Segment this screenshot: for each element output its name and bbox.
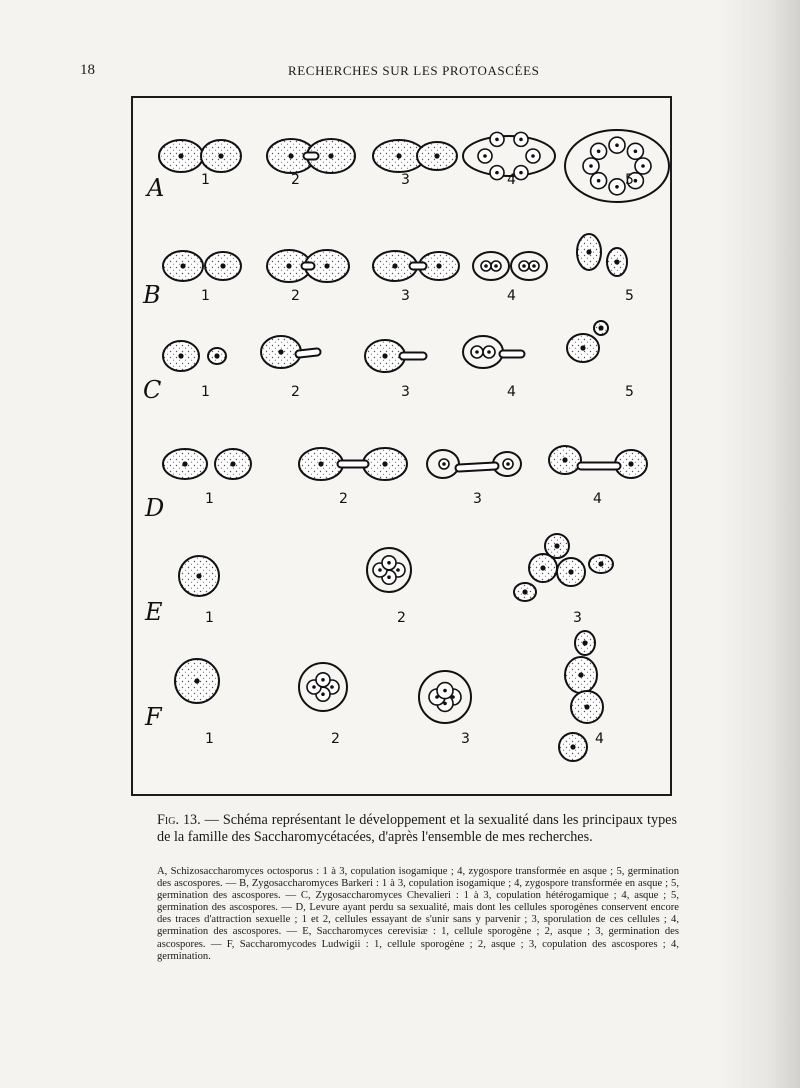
- cell-nucleus: [218, 153, 223, 158]
- figure-number: Fig. 13.: [157, 812, 201, 828]
- page-number: 18: [80, 62, 95, 78]
- row-letter-F: F: [145, 703, 162, 731]
- stage-number: 4: [507, 172, 516, 188]
- stage-number: 5: [625, 172, 634, 188]
- stage-number: 3: [401, 172, 410, 188]
- spore-nucleus: [615, 185, 619, 189]
- cell-nucleus: [278, 349, 283, 354]
- cell-nucleus: [396, 153, 401, 158]
- cell-drawings: [159, 130, 669, 761]
- spore-nucleus: [531, 154, 535, 158]
- stage-number: 3: [473, 491, 482, 507]
- stage-number: 1: [205, 491, 214, 507]
- stage-number: 2: [291, 172, 300, 188]
- row-letter-E: E: [145, 598, 163, 626]
- stage-number: 1: [205, 610, 214, 626]
- spore-nucleus: [634, 179, 638, 183]
- figure-legend: A, Schizosaccharomyces octosporus : 1 à 3, copulation isogamique ; 4, zygospore transformée en asque ; 5, germination des ascospores. — B, Zygosaccharomyces Barkeri : 1 à 3, copulation isogamique ; 4, zygospore transformée en asque ; 5, germination des ascospores. — C, Zygosaccharomyces Chevalieri : 1 à 3, copulation hétérogamique ; 4, asque ; 5, germination des ascospores. — D, Levure ayant perdu sa sexualité, mais dont les cellules sporogènes conservent encore des traces d'attraction sexuelle ; 1 et 2, cellules essayant de s'unir sans y parvenir ; 3, sporulation de ces cellules ; 4, germination des ascospores. — E, Saccharomyces cerevisiæ : 1, cellule sporogène ; 2, asque ; 3, germination des ascospores. — F, Saccharomycodes Ludwigii : 1, cellule sporogène ; 2, asque ; 3, copulation des ascospores ; 4, germination.: [157, 866, 679, 962]
- cell-nucleus: [178, 353, 183, 358]
- row-letter-C: C: [143, 376, 162, 404]
- cell-nucleus: [286, 263, 291, 268]
- cell-nucleus: [328, 153, 333, 158]
- spore-nucleus: [519, 171, 523, 175]
- spore-nucleus: [495, 138, 499, 142]
- cell-nucleus: [196, 573, 201, 578]
- stage-number: 1: [201, 384, 210, 400]
- cell-nucleus: [570, 744, 575, 749]
- caption-text: — Schéma représentant le développement et la sexualité dans les principaux types de la famille des Saccharomycétacées, d'après l'ensemble de mes recherches.: [157, 812, 677, 845]
- stage-number: 2: [339, 491, 348, 507]
- spore-nucleus: [634, 149, 638, 153]
- stage-number: 1: [201, 172, 210, 188]
- spore-nucleus: [387, 561, 391, 565]
- stage-number: 4: [507, 384, 516, 400]
- cell-nucleus: [220, 263, 225, 268]
- spore-nucleus: [597, 149, 601, 153]
- row-letter-B: B: [143, 281, 161, 309]
- cell-nucleus: [628, 461, 633, 466]
- cell-nucleus: [180, 263, 185, 268]
- stage-number: 2: [291, 384, 300, 400]
- spore-nucleus: [494, 264, 498, 268]
- stage-number: 5: [625, 384, 634, 400]
- spore-nucleus: [532, 264, 536, 268]
- spore-nucleus: [484, 264, 488, 268]
- stage-number: 4: [595, 731, 604, 747]
- stage-number: 3: [401, 288, 410, 304]
- stage-number: 5: [625, 288, 634, 304]
- stage-number: 3: [573, 610, 582, 626]
- cell-nucleus: [382, 353, 387, 358]
- spore-nucleus: [443, 689, 447, 693]
- row-letter-A: A: [147, 174, 165, 202]
- page-header: [80, 62, 680, 82]
- stage-number: 4: [507, 288, 516, 304]
- cell-nucleus: [288, 153, 293, 158]
- cell-nucleus: [214, 353, 219, 358]
- spore-nucleus: [483, 154, 487, 158]
- cell-nucleus: [582, 640, 587, 645]
- cell-nucleus: [562, 457, 567, 462]
- spore-nucleus: [495, 171, 499, 175]
- page-edge-shadow: [720, 0, 800, 1088]
- cell-nucleus: [522, 589, 527, 594]
- spore-nucleus: [487, 350, 491, 354]
- cell-nucleus: [598, 561, 603, 566]
- cell-nucleus: [318, 461, 323, 466]
- figure-caption: [157, 812, 677, 845]
- spore-nucleus: [475, 350, 479, 354]
- row-letter-D: D: [145, 494, 165, 522]
- cell-nucleus: [568, 569, 573, 574]
- spore-nucleus: [597, 179, 601, 183]
- cell-nucleus: [614, 259, 619, 264]
- cell-nucleus: [540, 565, 545, 570]
- spore-nucleus: [442, 462, 446, 466]
- cell-nucleus: [554, 543, 559, 548]
- figure-drawing: [133, 98, 670, 794]
- cell-nucleus: [194, 678, 199, 683]
- cell-nucleus: [578, 672, 583, 677]
- cell-nucleus: [580, 345, 585, 350]
- stage-number: 2: [331, 731, 340, 747]
- cell-nucleus: [230, 461, 235, 466]
- spore-nucleus: [321, 678, 325, 682]
- cell-nucleus: [182, 461, 187, 466]
- cell-nucleus: [436, 263, 441, 268]
- cell-nucleus: [598, 325, 603, 330]
- cell-nucleus: [178, 153, 183, 158]
- running-title: RECHERCHES SUR LES PROTOASCÉES: [288, 63, 540, 78]
- cell-nucleus: [586, 249, 591, 254]
- spore-nucleus: [615, 143, 619, 147]
- cell-nucleus: [584, 704, 589, 709]
- spore-nucleus: [312, 685, 316, 689]
- spore-nucleus: [589, 164, 593, 168]
- spore-nucleus: [522, 264, 526, 268]
- cell-nucleus: [392, 263, 397, 268]
- cell-nucleus: [434, 153, 439, 158]
- stage-number: 1: [205, 731, 214, 747]
- stage-number: 1: [201, 288, 210, 304]
- spore-nucleus: [321, 692, 325, 696]
- figure-plate: [131, 96, 672, 796]
- cell-nucleus: [382, 461, 387, 466]
- spore-nucleus: [506, 462, 510, 466]
- spore-nucleus: [396, 568, 400, 572]
- spore-nucleus: [378, 568, 382, 572]
- spore-nucleus: [330, 685, 334, 689]
- spore-nucleus: [387, 575, 391, 579]
- stage-number: 4: [593, 491, 602, 507]
- stage-number: 2: [397, 610, 406, 626]
- stage-number: 3: [401, 384, 410, 400]
- spore-nucleus: [641, 164, 645, 168]
- stage-number: 2: [291, 288, 300, 304]
- ascus-wall: [463, 136, 555, 176]
- cell-nucleus: [324, 263, 329, 268]
- stage-number: 3: [461, 731, 470, 747]
- spore-nucleus: [519, 138, 523, 142]
